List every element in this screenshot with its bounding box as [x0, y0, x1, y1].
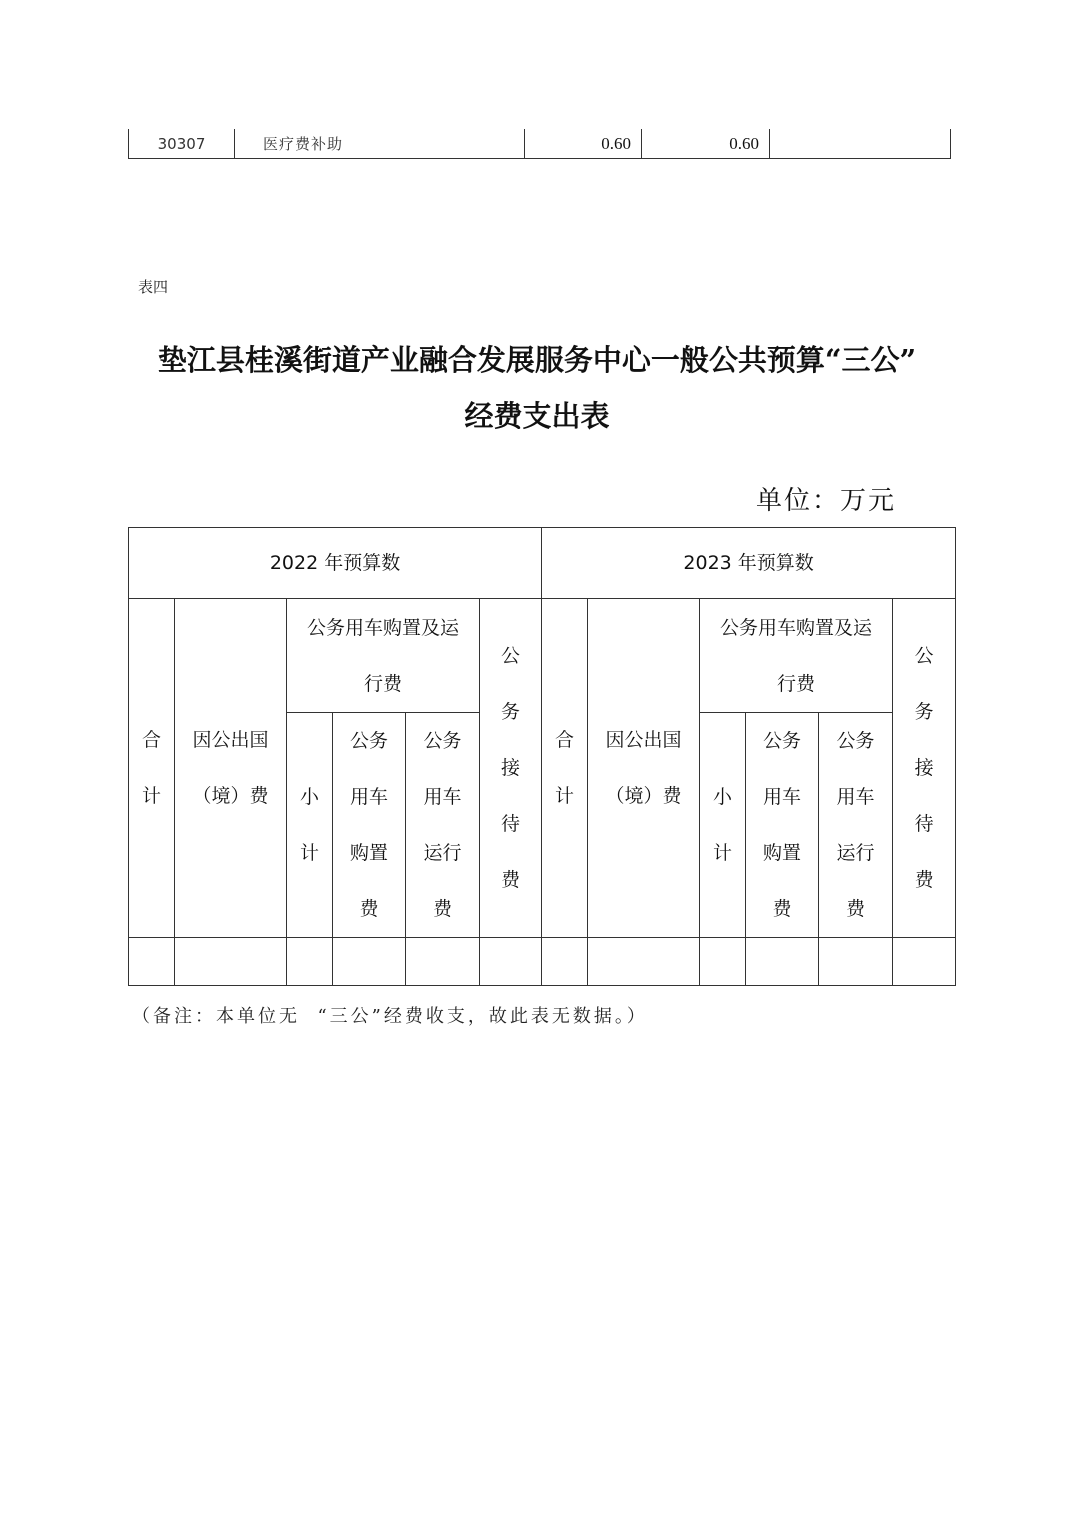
vehicle-operation-header	[406, 713, 480, 938]
header-line: 公务	[349, 730, 388, 752]
subtotal-header	[287, 713, 333, 938]
account-name-cell: 医疗费补助	[235, 129, 525, 159]
header-char: 小	[713, 786, 733, 808]
vehicle-operation-header	[819, 713, 893, 938]
header-line: 购置	[763, 842, 802, 864]
empty-cell	[893, 938, 956, 986]
header-char: 费	[501, 869, 521, 891]
vehicle-purchase-header	[746, 713, 819, 938]
amount-cell: 0.60	[525, 129, 642, 159]
header-row-categories	[129, 599, 956, 713]
header-line: 行费	[777, 672, 816, 695]
header-line: 费	[359, 898, 379, 920]
empty-cell	[129, 938, 175, 986]
three-public-expenses-table	[128, 527, 956, 986]
header-line: 公务	[836, 730, 875, 752]
vehicle-expense-group-header	[700, 599, 893, 713]
header-line: 费	[432, 898, 452, 920]
header-char: 计	[713, 842, 733, 864]
table-row	[129, 129, 951, 159]
header-char: 务	[501, 701, 521, 723]
header-line: 购置	[349, 842, 388, 864]
header-char: 公	[501, 645, 521, 667]
table-row	[129, 938, 956, 986]
amount-cell	[770, 129, 951, 159]
page-title-line-1: 垫江县桂溪街道产业融合发展服务中心一般公共预算“三公”	[157, 343, 917, 377]
empty-cell	[542, 938, 588, 986]
header-char: 计	[555, 785, 575, 807]
empty-cell	[480, 938, 542, 986]
header-char: 合	[555, 729, 575, 751]
header-line: 行费	[363, 672, 402, 695]
previous-table-last-row	[128, 129, 951, 159]
header-line: 用车	[423, 786, 462, 808]
header-line: （境）费	[192, 785, 269, 807]
empty-cell	[588, 938, 700, 986]
empty-cell	[700, 938, 746, 986]
header-line: 用车	[836, 786, 875, 808]
table-number-label: 表四	[138, 278, 169, 296]
header-line: 公务用车购置及运	[720, 616, 873, 639]
header-char: 待	[501, 813, 521, 835]
header-char: 接	[914, 757, 934, 779]
empty-cell	[819, 938, 893, 986]
header-char: 计	[141, 785, 161, 807]
subtotal-header	[700, 713, 746, 938]
header-line: 用车	[349, 786, 388, 808]
unit-label: 单位：万元	[755, 486, 896, 516]
abroad-expense-header	[175, 599, 287, 938]
header-line: 公务	[763, 730, 802, 752]
empty-cell	[333, 938, 406, 986]
header-char: 计	[299, 842, 319, 864]
remark-note: （备注：本单位无 “三公”经费收支，故此表无数据。）	[132, 1006, 648, 1027]
year-2023-header: 2023 年预算数	[542, 528, 956, 599]
header-line: 因公出国	[605, 729, 682, 751]
empty-cell	[406, 938, 480, 986]
empty-cell	[175, 938, 287, 986]
reception-expense-header	[480, 599, 542, 938]
total-header	[542, 599, 588, 938]
header-line: 费	[846, 898, 866, 920]
header-char: 小	[299, 786, 319, 808]
header-char: 费	[914, 869, 934, 891]
header-char: 合	[141, 729, 161, 751]
vehicle-purchase-header	[333, 713, 406, 938]
empty-cell	[746, 938, 819, 986]
header-line: 用车	[763, 786, 802, 808]
header-line: （境）费	[605, 785, 682, 807]
page-title-line-2: 经费支出表	[464, 399, 610, 433]
header-char: 接	[501, 757, 521, 779]
header-line: 运行	[836, 842, 875, 864]
reception-expense-header	[893, 599, 956, 938]
header-line: 公务用车购置及运	[306, 616, 459, 639]
amount-cell: 0.60	[642, 129, 770, 159]
header-line: 费	[772, 898, 792, 920]
total-header	[129, 599, 175, 938]
header-line: 因公出国	[192, 729, 269, 751]
vehicle-expense-group-header	[287, 599, 480, 713]
year-2022-header: 2022 年预算数	[129, 528, 542, 599]
empty-cell	[287, 938, 333, 986]
account-code-cell: 30307	[129, 129, 235, 159]
header-line: 公务	[423, 730, 462, 752]
header-char: 公	[914, 645, 934, 667]
header-row-years	[129, 528, 956, 599]
header-char: 务	[914, 701, 934, 723]
abroad-expense-header	[588, 599, 700, 938]
header-char: 待	[914, 813, 934, 835]
header-line: 运行	[423, 842, 462, 864]
